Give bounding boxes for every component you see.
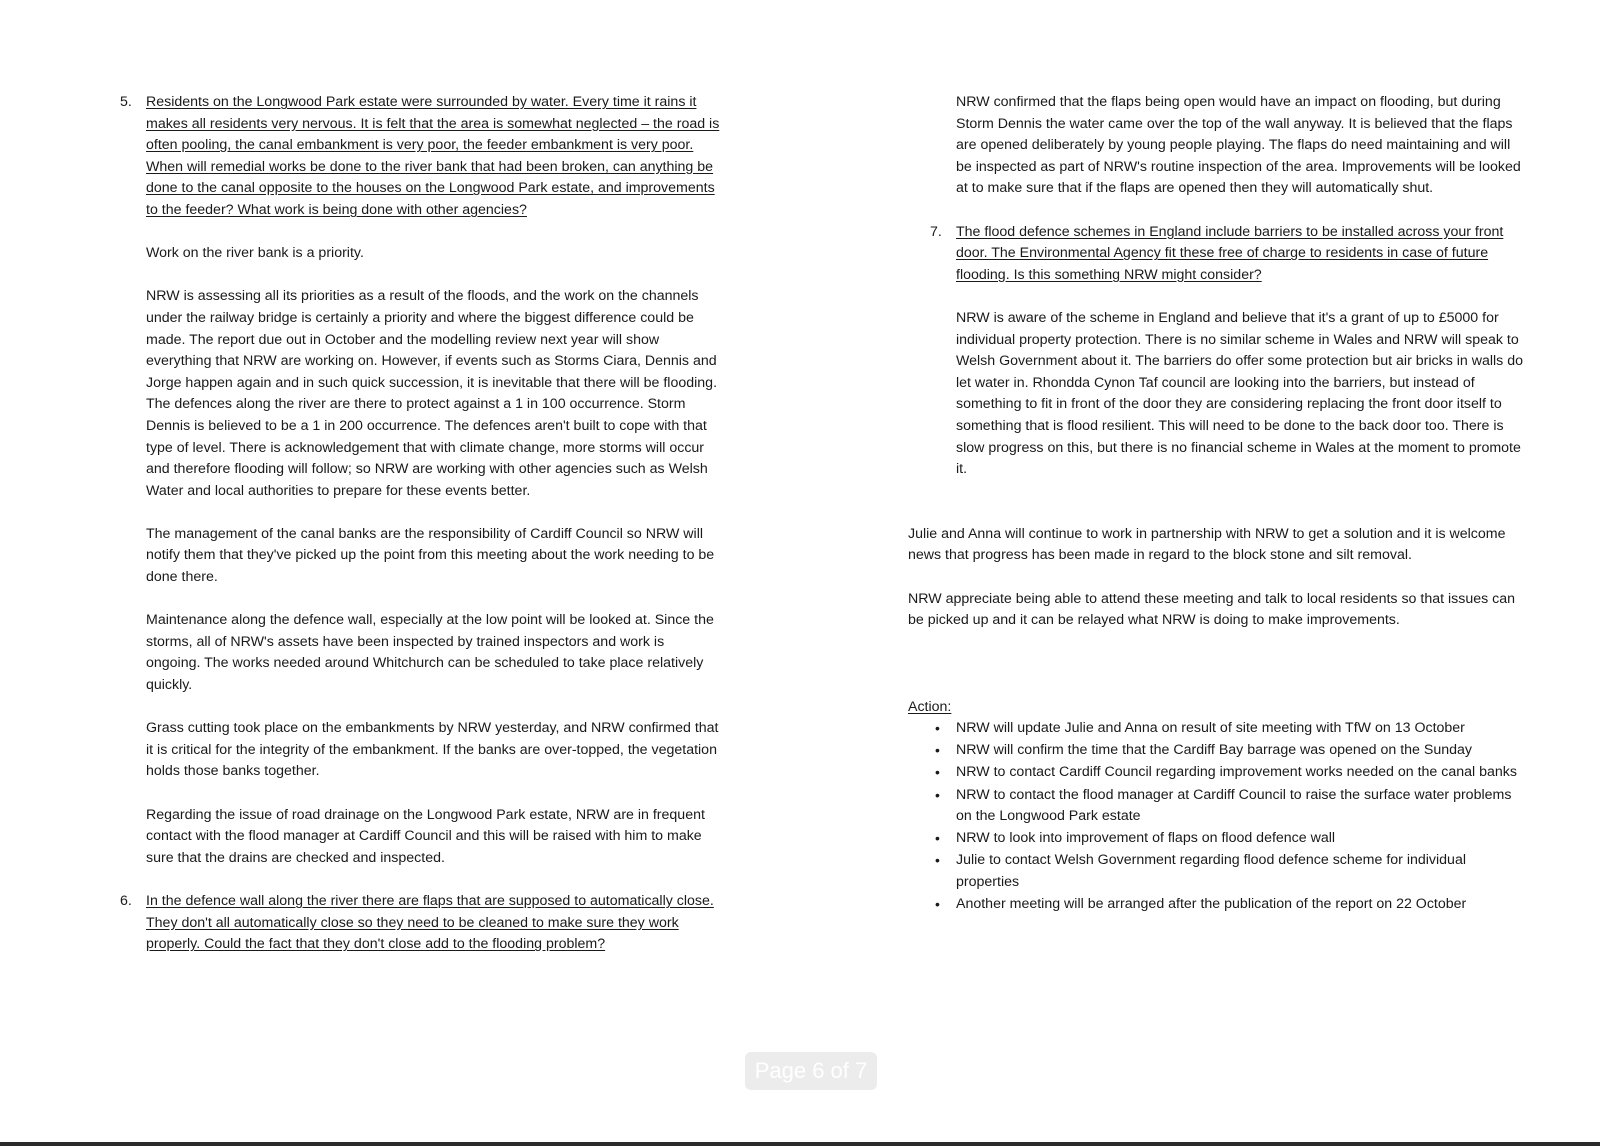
bullet-icon: • (935, 852, 940, 869)
bullet-icon: • (935, 786, 940, 803)
action-item: • NRW will update Julie and Anna on result of site meeting with TfW on 13 October (908, 718, 1528, 740)
page-indicator: Page 6 of 7 (745, 1052, 877, 1090)
bullet-icon: • (935, 720, 940, 737)
bullet-icon: • (935, 830, 940, 847)
answer-paragraph: Work on the river bank is a priority. (146, 245, 364, 262)
item-number: 6. (120, 892, 132, 909)
action-item: • NRW to look into improvement of flaps on flood defence wall (908, 828, 1528, 850)
action-heading: Action: (908, 698, 952, 715)
action-item: • Another meeting will be arranged after the publication of the report on 22 October (908, 894, 1528, 916)
answer-paragraph: NRW is assessing all its priorities as a result of the floods, and the work on the channels under the railway bridge is certainly a priority and where the biggest difference could be made. The report due out in October and the modelling review next year will show everything that NRW are working on. However, if events such as Storms Ciara, Dennis and Jorge happen again and in such quick succession, it is inevitable that there will be flooding. The defences along the river are there to protect against a 1 in 100 occurrence. Storm Dennis is believed to be a 1 in 200 occurrence. The defences aren't built to cope with that type of level. There is acknowledgement that with climate change, more storms will occur and therefore flooding will follow; so NRW are working with other agencies such as Welsh Water and local authorities to prepare for these events better. (146, 288, 718, 499)
item-number: 5. (120, 94, 132, 110)
question-7: The flood defence schemes in England include barriers to be installed across your front door. The Environmental Agency fit these free of charge to residents in case of future flooding. Is this something NRW might consider? (956, 223, 1504, 283)
answer-paragraph: NRW is aware of the scheme in England and believe that it's a grant of up to £5000 for individual property protection. There is no similar scheme in Wales and NRW will speak to Welsh Government about it. The barriers do offer some protection but air bricks in walls do let water in. Rhondda Cynon Taf council are looking into the barriers, but instead of something to fit in front of the door they are considering replacing the front door itself to something that is flood resilient. This will need to be done to the back door too. There is slow progress on this, but there is no financial scheme in Wales at the moment to promote it. (956, 309, 1523, 478)
action-item: • Julie to contact Welsh Government regarding flood defence scheme for individual properties (935, 852, 1466, 890)
bottom-bar (0, 1142, 1600, 1146)
closing-paragraph: Julie and Anna will continue to work in partnership with NRW to get a solution and it is welcome news that progress has been made in regard to the block stone and silt removal. (908, 525, 1506, 564)
list-item-6 (120, 891, 720, 956)
question-5: Residents on the Longwood Park estate were surrounded by water. Every time it rains it makes all residents very nervous. It is felt that the area is somewhat neglected – the road is often pooling, the canal embankment is very poor, the feeder embankment is very poor. When will remedial works be done to the river bank that had been broken, can anything be done to the canal opposite to the houses on the Longwood Park estate, and improvements to the feeder? What work is being done with other agencies? (146, 94, 720, 218)
answer-paragraph: Maintenance along the defence wall, especially at the low point will be looked at. Since the storms, all of NRW's assets have been inspected by trained inspectors and work is ongoing. The works needed around Whitchurch can be scheduled to take place relatively quickly. (146, 612, 714, 694)
action-item: • NRW to contact the flood manager at Cardiff Council to raise the surface water problems on the Longwood Park estate (935, 786, 1512, 825)
bullet-icon: • (935, 742, 940, 759)
question-6: In the defence wall along the river there are flaps that are supposed to automatically close. They don't all automatically close so they need to be cleaned to make sure they work properly. Could the fact that they don't close add to the flooding problem? (146, 892, 714, 953)
answer-paragraph: Regarding the issue of road drainage on the Longwood Park estate, NRW are in frequent contact with the flood manager at Cardiff Council and this will be raised with him to make sure that the drains are checked and inspected. (146, 806, 705, 866)
right-column (908, 92, 1528, 916)
item-number: 7. (930, 223, 942, 240)
answer-paragraph: Grass cutting took place on the embankments by NRW yesterday, and NRW confirmed that it is critical for the integrity of the embankment. If the banks are over-topped, the vegetation holds those banks together. (146, 720, 719, 780)
action-list (908, 718, 1528, 915)
closing-paragraph: NRW appreciate being able to attend these meeting and talk to local residents so that issues can be picked up and it can be relayed what NRW is doing to make improvements. (908, 590, 1516, 629)
action-item: • NRW will confirm the time that the Cardiff Bay barrage was opened on the Sunday (908, 740, 1528, 762)
bullet-icon: • (935, 895, 940, 912)
list-item-7 (908, 222, 1528, 287)
bullet-icon: • (935, 764, 940, 781)
action-item: • NRW to contact Cardiff Council regarding improvement works needed on the canal banks (908, 762, 1528, 784)
left-column (120, 92, 720, 956)
list-item-5 (120, 92, 720, 222)
answer-paragraph: NRW confirmed that the flaps being open would have an impact on flooding, but during Storm Dennis the water came over the top of the wall anyway. It is believed that the flaps are opened deliberately by young people playing. The flaps do need maintaining and will be inspected as part of NRW's routine inspection of the area. Improvements will be looked at to make sure that if the flaps are opened then they will automatically shut. (956, 94, 1521, 197)
answer-paragraph: The management of the canal banks are the responsibility of Cardiff Council so NRW will notify them that they've picked up the point from this meeting about the work needing to be done there. (146, 525, 715, 586)
